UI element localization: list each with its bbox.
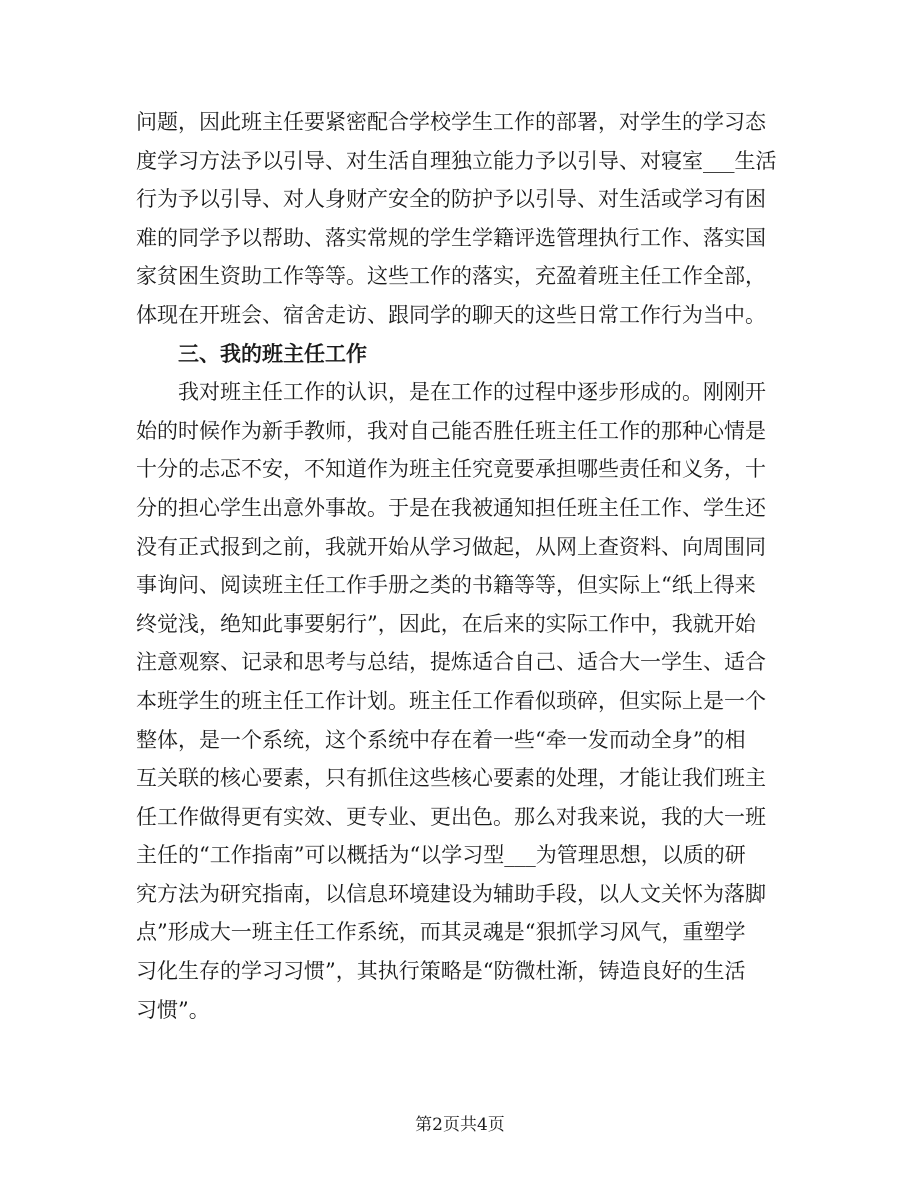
body-line: 行为予以引导、对人身财产安全的防护予以引导、对生活或学习有困: [136, 187, 766, 212]
body-line: 问题，因此班主任要紧密配合学校学生工作的部署，对学生的学习态: [136, 110, 766, 134]
page-number: 第2页共4页: [415, 1115, 505, 1135]
section-heading: 三、我的班主任工作: [178, 341, 367, 366]
body-line: 究方法为研究指南，以信息环境建设为辅助手段，以人文关怀为落脚: [136, 881, 766, 906]
body-line: 终觉浅，绝知此事要躬行”，因此，在后来的实际工作中，我就开始: [136, 611, 756, 636]
body-line: 度学习方法予以引导、对生活自理独立能力予以引导、对寝室___生活: [136, 148, 777, 173]
document-body: [136, 103, 792, 1029]
body-line: 任工作做得更有实效、更专业、更出色。那么对我来说，我的大一班: [136, 804, 766, 829]
body-line: 注意观察、记录和思考与总结，提炼适合自己、适合大一学生、适合: [136, 650, 766, 675]
body-line: 点”形成大一班主任工作系统，而其灵魂是“狠抓学习风气，重塑学: [136, 920, 746, 945]
body-line: 始的时候作为新手教师，我对自己能否胜任班主任工作的那种心情是: [136, 418, 766, 443]
body-line: 习惯”。: [136, 997, 210, 1022]
body-line: 家贫困生资助工作等等。这些工作的落实，充盈着班主任工作全部，: [136, 264, 766, 289]
body-line: 事询问、阅读班主任工作手册之类的书籍等等，但实际上“纸上得来: [136, 573, 756, 598]
body-line: 十分的忐忑不安，不知道作为班主任究竟要承担哪些责任和义务，十: [136, 457, 766, 482]
body-line: 主任的“工作指南”可以概括为“以学习型___为管理思想，以质的研: [136, 843, 746, 868]
body-line: 难的同学予以帮助、落实常规的学生学籍评选管理执行工作、落实国: [136, 225, 766, 250]
body-line: 本班学生的班主任工作计划。班主任工作看似琐碎，但实际上是一个: [136, 688, 766, 713]
body-line: 整体，是一个系统，这个系统中存在着一些“牵一发而动全身”的相: [136, 727, 746, 752]
body-line: 互关联的核心要素，只有抓住这些核心要素的处理，才能让我们班主: [136, 766, 766, 791]
body-line: 分的担心学生出意外事故。于是在我被通知担任班主任工作、学生还: [136, 495, 766, 520]
body-line: 体现在开班会、宿舍走访、跟同学的聊天的这些日常工作行为当中。: [136, 302, 766, 327]
body-line: 没有正式报到之前，我就开始从学习做起，从网上查资料、向周围同: [136, 534, 766, 559]
body-line: 习化生存的学习习惯”，其执行策略是“防微杜渐，铸造良好的生活: [136, 959, 746, 984]
paragraph-first-line: 我对班主任工作的认识，是在工作的过程中逐步形成的。刚刚开: [178, 380, 766, 405]
